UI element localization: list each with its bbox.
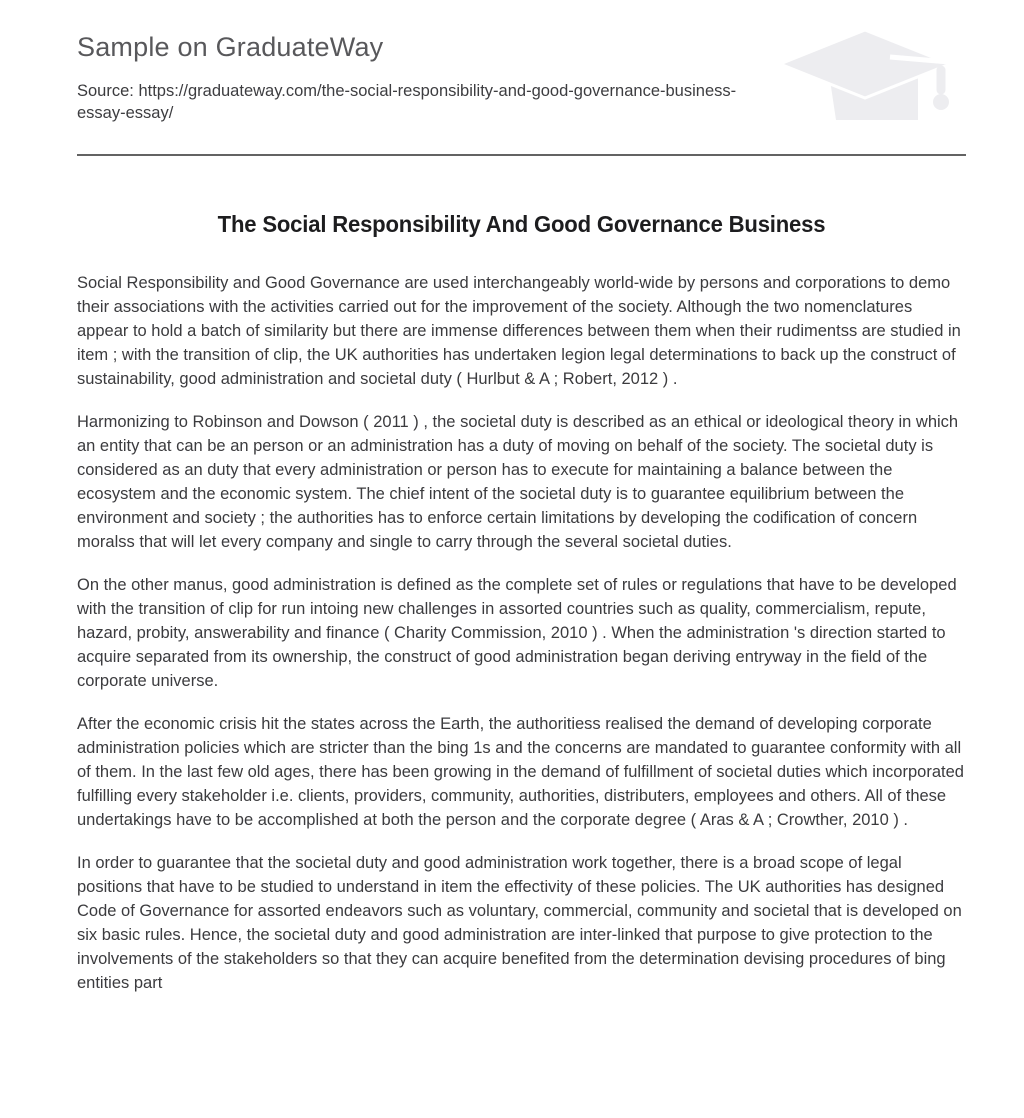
site-label: Sample on GraduateWay [77, 32, 384, 62]
source-label: Source: [77, 82, 139, 100]
essay-paragraph: In order to guarantee that the societal duty and good administration work together, there is a broad scope of legal positions that have to be studied to understand in item the effectivity of these policies. The UK authorities has designed Code of Governance for assorted endeavors such as voluntary, commercial, community and societal that is developed on six basic rules. Hence, the societal duty and good administration are inter-linked that purpose to give protection to the involvements of the stakeholders so that they can acquire benefited from the determination devising procedures of bing entities part [77, 854, 962, 992]
essay-body [77, 271, 966, 995]
graduation-cap-icon [768, 24, 968, 136]
essay-paragraph: On the other manus, good administration is defined as the complete set of rules or regulations that have to be developed with the transition of clip for run intoing new challenges in assorted countries such as quality, commercialism, repute, hazard, probity, answerability and finance ( Charity Commission, 2010 ) . When the administration 's direction started to acquire separated from its ownership, the construct of good administration began deriving entryway in the field of the corporate universe. [77, 576, 957, 690]
essay-paragraph: Harmonizing to Robinson and Dowson ( 2011 ) , the societal duty is described as an ethical or ideological theory in which an entity that can be an person or an administration has a duty of moving on behalf of the society. The societal duty is considered as an duty that every administration or person has to execute for maintaining a balance between the ecosystem and the economic system. The chief intent of the societal duty is to guarantee equilibrium between the environment and society ; the authorities has to enforce certain limitations by developing the codification of concern moralss that will let every company and single to carry through the several societal duties. [77, 413, 959, 551]
essay-paragraph: After the economic crisis hit the states across the Earth, the authoritiess realised the demand of developing corporate administration policies which are stricter than the bing 1s and the concerns are mandated to guarantee conformity with all of them. In the last few old ages, there has been growing in the demand of fulfillment of societal duties which incorporated fulfilling every stakeholder i.e. clients, providers, community, authorities, distributers, employees and others. All of these undertakings have to be accomplished at both the person and the corporate degree ( Aras & A ; Crowther, 2010 ) . [77, 715, 964, 829]
divider [77, 154, 966, 156]
essay-paragraph: Social Responsibility and Good Governance are used interchangeably world-wide by persons and corporations to demo their associations with the activities carried out for the improvement of the society. Although the two nomenclatures appear to hold a batch of similarity but there are immense differences between them when their rudimentss are studied in item ; with the transition of clip, the UK authorities has undertaken legion legal determinations to back up the construct of sustainability, good administration and societal duty ( Hurlbut & A ; Robert, 2012 ) . [77, 274, 961, 388]
source-url: https://graduateway.com/the-social-responsibility-and-good-governance-business-essay-essay/ [77, 82, 737, 122]
source-line [77, 80, 742, 124]
essay-title: The Social Responsibility And Good Governance Business [217, 211, 826, 237]
